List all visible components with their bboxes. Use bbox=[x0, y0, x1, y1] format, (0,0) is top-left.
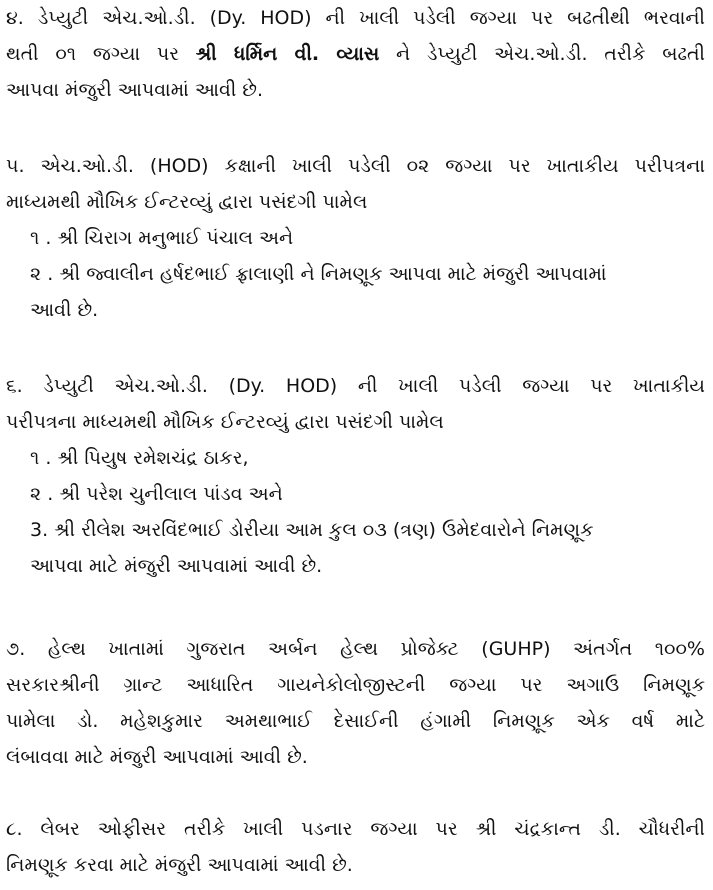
item-5-candidate-2: ૨ . શ્રી જ્વાલીન હર્ષદભાઈ ફ્રાલાણી ને નિમણૂક આપવા માટે મંજુરી આપવામાં bbox=[30, 263, 607, 285]
item-4-line-3: આપવા મંજુરી આપવામાં આવી છે. bbox=[6, 79, 264, 101]
item-6-line-1: ૬. ડેપ્યુટી એચ.ઓ.ડી. (Dy. HOD) ની ખાલી પડેલી જગ્યા પર ખાતાકીય bbox=[6, 375, 705, 397]
item-7-paragraph bbox=[6, 631, 705, 775]
item-4-line-2-pre: થતી ૦૧ જગ્યા પર bbox=[6, 43, 196, 65]
item-7-line-2: સરકારશ્રીની ગ્રાન્ટ આધારિત ગાયનેકોલોજીસ્ટની જગ્યા પર અગાઉ નિમણૂક bbox=[6, 674, 705, 696]
item-4-line-2 bbox=[6, 36, 705, 72]
item-8-line-1: ૮. લેબર ઓફીસર તરીકે ખાલી પડનાર જગ્યા પર શ્રી ચંદ્રકાન્ત ડી. ચૌધરીની bbox=[6, 818, 705, 840]
item-4-promoted-name: શ્રી ધર્મિન વી. વ્યાસ bbox=[195, 43, 380, 65]
item-6-candidate-2: ૨ . શ્રી પરેશ ચુનીલાલ પાંડવ અને bbox=[30, 483, 283, 505]
item-6-paragraph bbox=[6, 368, 705, 584]
item-5-line-2: માધ્યમથી મૌખિક ઈન્ટરવ્યું દ્વારા પસંદગી પામેલ bbox=[6, 191, 368, 213]
item-6-candidate-3: 3. શ્રી રીલેશ અરવિંદભાઈ ડોરીયા આમ કુલ ૦૩ (ત્રણ) ઉમેદવારોને નિમણૂક bbox=[30, 519, 594, 541]
item-5-line-1: ૫. એચ.ઓ.ડી. (HOD) કક્ષાની ખાલી પડેલી ૦૨ જગ્યા પર ખાતાકીય પરીપત્રના bbox=[6, 155, 705, 177]
item-6-candidate-1: ૧ . શ્રી પિયુષ રમેશચંદ્ર ઠાકર, bbox=[30, 447, 249, 469]
item-5-paragraph bbox=[6, 148, 705, 328]
item-7-line-3: પામેલા ડો. મહેશકુમાર અમથાભાઈ દેસાઈની હંગામી નિમણૂક એક વર્ષ માટે bbox=[6, 710, 705, 732]
item-7-line-4: લંબાવવા માટે મંજુરી આપવામાં આવી છે. bbox=[6, 746, 308, 768]
item-8-line-2: નિમણૂક કરવા માટે મંજુરી આપવામાં આવી છે. bbox=[6, 854, 353, 876]
item-4-line-1: ૪. ડેપ્યુટી એચ.ઓ.ડી. (Dy. HOD) ની ખાલી પડેલી જગ્યા પર બઢતીથી ભરવાની bbox=[6, 7, 705, 29]
item-5-candidate-1: ૧ . શ્રી ચિરાગ મનુભાઈ પંચાલ અને bbox=[30, 227, 294, 249]
item-7-line-1: ૭. હેલ્થ ખાતામાં ગુજરાત અર્બન હેલ્થ પ્રોજેક્ટ (GUHP) અંતર્ગત ૧૦૦% bbox=[6, 638, 705, 660]
item-4-paragraph bbox=[6, 0, 705, 108]
item-6-line-2: પરીપત્રના માધ્યમથી મૌખિક ઈન્ટરવ્યું દ્વારા પસંદગી પામેલ bbox=[6, 411, 444, 433]
item-5-line-5: આવી છે. bbox=[30, 299, 99, 321]
item-6-line-6: આપવા માટે મંજુરી આપવામાં આવી છે. bbox=[30, 555, 323, 577]
item-8-paragraph bbox=[6, 811, 705, 883]
item-4-line-2-post: ને ડેપ્યુટી એચ.ઓ.ડી. તરીકે બઢતી bbox=[379, 43, 705, 65]
